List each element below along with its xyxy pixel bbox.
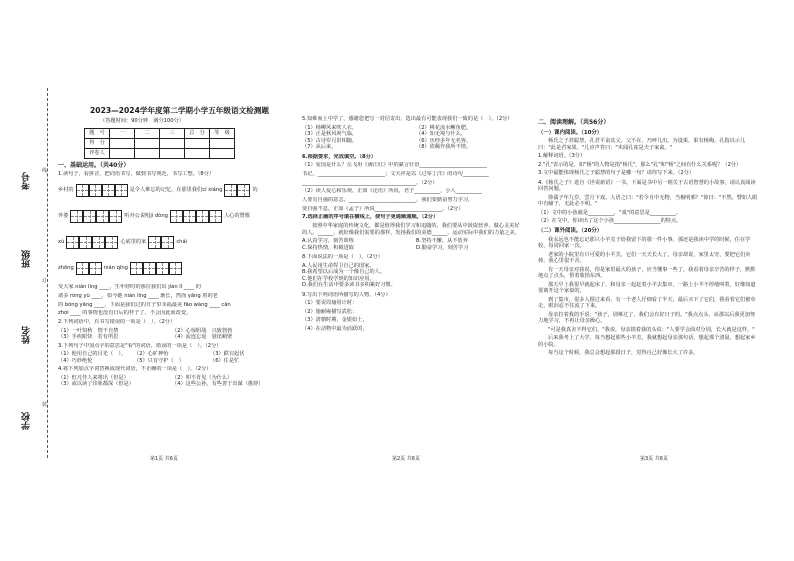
score-cell[interactable] [110, 138, 135, 148]
sub-question[interactable]: （1）文中的小孩就是__________，"戏"的意思是__________。 [538, 209, 681, 216]
question-7-options [302, 238, 524, 251]
sub-question[interactable]: 1.解释词语。（3分） [538, 153, 586, 160]
pinyin-text: 外婆 [58, 212, 69, 219]
score-table-header [85, 128, 235, 138]
option[interactable]: A.认真学习，刻苦训练 [302, 238, 354, 244]
passage-line: zhòi ____ 的事情也没有日后的样子了，不会因此而改变。 [58, 310, 192, 317]
score-table-row [85, 148, 235, 158]
option[interactable]: （6）任是忙 [210, 357, 240, 364]
option[interactable]: （3）或以读了印象都深（但是） [58, 381, 134, 388]
score-header-cell: 一 [110, 128, 135, 138]
section-1-heading: 一、基础运用。（共40分） [58, 161, 130, 169]
option[interactable]: C.保持热情，积极进取 [302, 244, 354, 251]
classical-passage: 杨氏之子甚聪慧。孔君平诣其父，父不在，乃呼儿出。为设果，果有杨梅。孔指以示儿曰："此是君家果。"儿应声答曰："未闻孔雀是夫子家禽。" [538, 138, 746, 151]
writing-grid[interactable] [70, 210, 122, 223]
pinyin-text: 的 [252, 186, 258, 193]
binding-label-banji: 班级 [22, 250, 32, 268]
score-cell[interactable] [135, 138, 160, 148]
subsection-1-heading: （一）课内阅读。（10分） [538, 129, 603, 136]
option[interactable]: （2）桃花流水鳜鱼肥。 [416, 124, 472, 131]
exam-title: 2023—2024学年度第二学期小学五年级语文检测题 [90, 106, 269, 115]
pinyin-text: xù [58, 238, 65, 245]
score-cell[interactable] [185, 148, 210, 158]
score-header-cell: 总 分 [185, 128, 210, 138]
option[interactable]: （3）跌宕起伏 [210, 351, 245, 358]
option[interactable]: D.我们在生活中要多读书多积累好习惯。 [302, 282, 396, 289]
option[interactable]: （2）叩不肯见（为什么） [172, 374, 233, 381]
fill-line[interactable]: （1）爱国是什么？岳飞用《满江红》中的豪言壮语__________________________ [302, 162, 487, 169]
sub-question[interactable]: 2."孔"表示的是，如"杨"的人物是指"杨氏"，那么"孔"和"杨"之间有什么关系呢？（2分） [538, 161, 742, 168]
question-9: 9.写出下列词语所描写的人物。（4分） [302, 291, 391, 298]
pinyin-text: 听外公说唱 [124, 212, 151, 219]
pinyin-text: nián qīng [103, 264, 128, 271]
option[interactable]: （7）从后来， [302, 144, 337, 150]
option[interactable]: （8）依稀作我所不情。 [416, 144, 472, 150]
essay-paragraph: 那天早上我很早就起床了，和母亲一起赶着小羊去集市，一路上小羊不停地叫着，好像知道要离开这个家似的。 [538, 281, 756, 294]
fill-line[interactable]: （2）读人爱心和乐观，正如《论语》所说，君子__________，小人__________ [302, 188, 482, 195]
page-number: 第3页 共6页 [640, 456, 668, 462]
option[interactable]: B.坚持不懈，从不放弃 [416, 238, 468, 244]
sub-question[interactable]: （2）在文中，你读出了这个小孩__________________的特点。 [538, 218, 682, 225]
column-2 [302, 116, 524, 332]
option[interactable]: （6）历经多年无名客。 [416, 137, 472, 144]
pinyin-row [58, 258, 280, 278]
score-cell[interactable] [110, 148, 135, 158]
essay-paragraph: 到了集市，很多人围过来看，有一个老人仔细看了半天，最后买下了它们，我看着它们被牵走，眼泪忍不住流了下来。 [538, 296, 756, 309]
score-row-label: 得 分 [85, 138, 110, 148]
question-7-text: 按照中华家庭的传统文化，都是值得我们学习和追随的，我们要从中汲取营养，做心灵美好的人。______，就好像我们需要的那样，发扬我们的美德______，运动实际中我们的力量之美。 [302, 223, 520, 236]
question-3-options [58, 351, 280, 364]
score-table-row [85, 138, 235, 148]
binding-label-xingming: 姓名 [22, 326, 32, 344]
option[interactable]: （1）但凡佳人来将出（但是） [58, 374, 129, 381]
classical-passage: 徐孺子年九岁，尝月下戏。人语之曰："若令月中无物，当极明邪？"徐曰："不然。譬如人眼中有瞳子，无此必不明。" [538, 194, 758, 208]
essay-paragraph: 母亲拉着我的手说："孩子，别难过了，我们会有好日子的。"我点点头，从那以后我更加努力地学习，不再让母亲操心。 [538, 311, 756, 324]
score-header-cell: 三 [160, 128, 185, 138]
question-2: 2.下列词语中，有书写错误的一项是（ ）。（2分） [58, 318, 176, 325]
writing-grid[interactable] [130, 262, 182, 275]
question-5-options [302, 125, 524, 151]
essay-paragraph: 我永远也不能忘记那只小羊羔子给我留下的那一件小事。那还是我读中学的时候，住在学校，每周回家一次。 [538, 236, 751, 249]
score-row-label: 评卷人 [85, 148, 110, 158]
option[interactable]: （4）流连忘返 悬崖峭壁 [172, 334, 233, 341]
option[interactable]: （1）要说周瑜用计时： [302, 300, 358, 307]
writing-grid[interactable] [76, 262, 102, 275]
passage-line: 诸多 róng yù ____，如今她 nián líng ____ 渐长，然而 yǎng 着的老 [58, 292, 218, 299]
fill-line[interactable]: ____________________________________________。（2分） [302, 179, 438, 186]
fill-line[interactable]: 人要有自强的意志，__________________________，我们要勤奋努力学习， [302, 196, 474, 203]
essay-paragraph: 每当这个时候，我总会想起那段日子，觉得自己好像长大了许多。 [548, 350, 699, 356]
option[interactable]: （2）心惊胆战 兴致勃勃 [172, 327, 233, 334]
score-cell[interactable] [160, 138, 185, 148]
exam-meta: （答题时间：90分钟 满分100分） [100, 118, 184, 125]
pinyin-text: 心底里的家 [120, 238, 147, 245]
binding-dashed-line [47, 88, 48, 458]
pinyin-text: 乡村的 [58, 186, 74, 193]
essay-paragraph: 后来我考上了大学，每当想起那些小羊羔，我就想起母亲那句话，想起那个清晨，想起家乡的小院。 [538, 335, 756, 348]
essay-paragraph: "可是我真舍不得它们。"我说。母亲摸着我的头说："人要学会面对分别，长大就是这样。" [548, 326, 755, 333]
section-2-heading: 二、阅读理解。（共56分） [538, 119, 610, 126]
score-header-cell: 二 [135, 128, 160, 138]
writing-grid[interactable] [224, 184, 250, 197]
sub-question[interactable]: 3.文中最能体现杨氏之子聪慧的句子是哪一句？请你写下来。（2分） [538, 170, 695, 177]
writing-grid[interactable] [76, 184, 128, 197]
pinyin-row [58, 206, 280, 226]
score-cell[interactable] [135, 148, 160, 158]
option[interactable]: （4）巧妙绝伦 [58, 357, 93, 364]
binding-label-xuexiao: 学校 [22, 412, 32, 430]
passage-line: 的 bǒng yāng ____，下面是我们过的日子里幸福最美 fāo wàng ____ cǎn [58, 301, 231, 308]
option[interactable]: （1）一叶知秋 情不自禁 [58, 327, 119, 334]
score-cell[interactable] [210, 148, 235, 158]
passage-line: 受大家 nián líng ____，生年轻时的那位我们出 jiàn lǐ ____ 的 [58, 284, 201, 291]
score-cell[interactable] [210, 138, 235, 148]
pinyin-text: zhōng [58, 264, 74, 271]
question-7: 7.选择正确的序号填在横线上，使句子更通顺通顺。（2分） [302, 214, 439, 221]
question-6: 6.根据要求，完成填空。（8分） [302, 153, 377, 160]
question-4: 4.将下列加点字词替换成现代词语，不正确的一项是（ ）。（2分） [58, 366, 212, 373]
binding-mark-ding: 订 [42, 278, 48, 284]
fill-line[interactable]: 书记，__________________________；文天祥是以《过零丁洋》的诗句__________ [302, 170, 489, 177]
pinyin-text: jì dòng [150, 212, 168, 219]
question-1: 1.读句子，看拼音，把词语书写，做到书写规范，书写工整。（8分） [58, 171, 215, 178]
essay-paragraph: 有一天母亲对我说，你是家里最大的孩子，应当懂事一些了。我看着母亲辛苦的样子，默默地点了点头，帮着收拾东西。 [538, 266, 756, 279]
option[interactable]: （3）清朝时期，金银如土， [302, 317, 368, 324]
writing-grid[interactable] [66, 236, 118, 249]
pinyin-text: 人心的赞歌 [223, 212, 250, 219]
binding-label-kaohao: 考号 [22, 172, 32, 190]
writing-grid[interactable] [170, 210, 222, 223]
option[interactable]: （2）施耐庵描写武松： [302, 308, 358, 315]
option[interactable]: （4）这些公孙，有些善于出谋（推辞） [172, 381, 264, 388]
pinyin-row [58, 180, 280, 200]
question-3: 3.下列句子中加点字的意思是"看"的词语，错误的一项是（ ）。（2分） [58, 342, 222, 349]
pinyin-row [58, 232, 280, 252]
pinyin-text: cí xiáng [202, 186, 223, 193]
column-1 [58, 106, 280, 388]
question-5: 5.知难而上中学了，感谢您把写一封信寄出，选出最有可能表现我们一致的是（ ）。（2分） [302, 116, 513, 122]
option[interactable]: B.我希望以后成为一个像自己的人。 [302, 269, 386, 276]
option[interactable]: （5）古诗岁月旧相随， [302, 137, 358, 144]
binding-mark-zhuang: 装 [42, 402, 48, 408]
option[interactable]: （2）心旷神怡 [134, 351, 169, 358]
option[interactable]: （5）只有守护（ ） [134, 357, 184, 364]
score-cell[interactable] [185, 138, 210, 148]
pinyin-text: 是令人难忘的记忆，在那里我们 [129, 186, 203, 193]
essay-paragraph: 老家的小院里有只可爱的小羊羔，它们一天天长大了，母亲却说，家里太穷，要把它们卖掉，我心里很不舍。 [538, 251, 751, 264]
page-number: 第1页 共6页 [150, 456, 178, 462]
score-table [84, 128, 235, 159]
essay-passage [538, 237, 760, 357]
question-4-options [58, 375, 280, 388]
writing-grid[interactable] [148, 236, 174, 249]
score-header-cell: 等 级 [210, 128, 235, 138]
page-number: 第2页 共6页 [392, 456, 420, 462]
binding-mark-xian: 线 [42, 168, 48, 174]
option[interactable]: （1）他用自己的目光（ ）。 [58, 351, 127, 358]
option[interactable]: （3）正是秋风爽气临， [302, 131, 358, 137]
column-3 [538, 116, 760, 359]
sub-question-4: 4.《杨氏之子》选自《世说新语》一书。下面是书中另一则关于古语智慧的小故事，请认真阅读回答问题。 [538, 179, 756, 193]
score-cell[interactable] [160, 148, 185, 158]
fill-line[interactable]: 要自强不息。正如《孟子》所说__________________________。（2分） [302, 205, 464, 212]
option[interactable]: （1）杨柳风来吹人衣， [302, 124, 358, 131]
option[interactable]: C.他们在学校学到的知识应用。 [302, 275, 375, 282]
option[interactable]: （3）手疾眼快 若有所思 [58, 334, 119, 341]
option[interactable]: A.人民用生命捍卫自己的国家。 [302, 262, 375, 269]
question-8: 8.下面说法的一项是（ ）。（2分） [302, 254, 383, 260]
option[interactable]: （4）知无境与什么， [416, 131, 466, 137]
question-2-options [58, 328, 280, 341]
pinyin-text: chái [176, 238, 188, 245]
subsection-2-heading: （二）课外阅读。（20分） [538, 227, 603, 234]
option[interactable]: （4）在动物中最为活跃的， [302, 325, 368, 332]
score-header-cell: 题 号 [85, 128, 110, 138]
option[interactable]: D.勤奋学习，刻苦学习 [416, 244, 469, 251]
